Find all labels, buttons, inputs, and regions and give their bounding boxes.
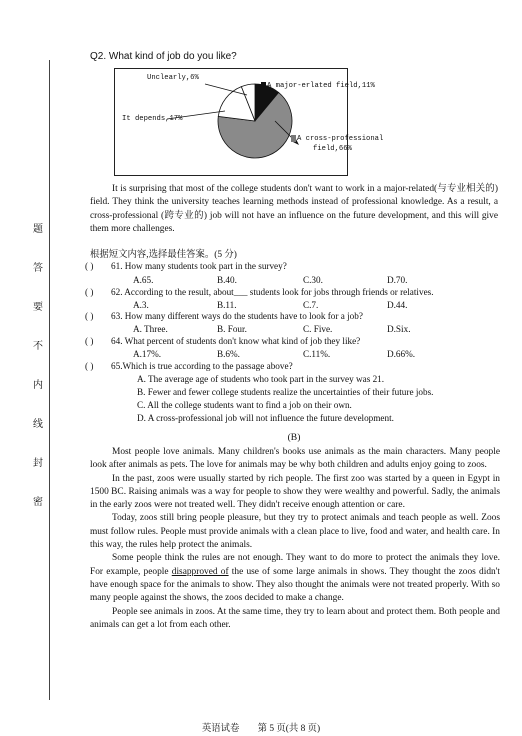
- question-stem: 65.Which is true according to the passage above?: [111, 361, 293, 371]
- passage-paragraph: In the past, zoos were usually started by rich people. The first zoo was started by a queen in Egypt in 1500 BC. Raising animals was a way for people to show they were wealthy and powerful. Sadly, the animals in the early zoos were not treated well. They didn't receive enough attention or care.: [90, 473, 500, 511]
- answer-blank[interactable]: ( ): [85, 261, 94, 271]
- passage-paragraph: People see animals in zoos. At the same time, they try to learn about and protect them. Both people and animals can get a lot from each other.: [90, 606, 500, 630]
- underlined-phrase: disapproved of: [171, 566, 229, 577]
- option-d: D.70.: [387, 275, 408, 285]
- seal-char: 答: [33, 263, 43, 274]
- passage-paragraph: Today, zoos still bring people pleasure, but they try to protect animals and teach people as well. Zoos must follow rules. People must provide animals with a clean place to live, food and water, and health care. In this way, the rules help protect the animals.: [90, 513, 500, 551]
- seal-char: 线: [33, 419, 43, 430]
- option-b: B.40.: [217, 275, 237, 285]
- legend-marker-major: [261, 82, 266, 89]
- page-footer: [0, 720, 522, 734]
- seal-char: 封: [33, 458, 43, 469]
- seal-char: 要: [33, 302, 43, 313]
- passage-b: [90, 446, 500, 632]
- seal-char: 不: [33, 341, 43, 352]
- label-unclearly: Unclearly,6%: [147, 74, 199, 82]
- option-c: C.7.: [303, 300, 319, 310]
- passage-text: the use of some large animals in shows. They thought the zoos didn't have enough space for the animals to show. They also thought the animals were not treated properly. With so many people against the shows, the zoos decided to make a change.: [90, 566, 500, 604]
- section-b-heading: (B): [287, 432, 301, 443]
- option-c: C. All the college students want to find a job on their own.: [137, 400, 352, 410]
- question-62: [85, 287, 434, 297]
- seal-char: 内: [33, 380, 43, 391]
- option-c: C.30.: [303, 275, 323, 285]
- label-it-depends: It depends,17%: [122, 115, 183, 123]
- option-a: A.65.: [133, 275, 154, 285]
- answer-blank[interactable]: ( ): [85, 311, 94, 321]
- passage-a-paragraph: It is surprising that most of the college students don't want to work in a major-related(与专业相关的) field. They think the university teaches learning methods instead of professional knowledge. As a result, a cross-professional (跨专业的) job will not have an influence on the future development, and this will give them more challenges.: [90, 184, 498, 234]
- answer-blank[interactable]: ( ): [85, 361, 94, 371]
- option-d: D.66%.: [387, 349, 416, 359]
- question-63: [85, 311, 363, 321]
- answer-blank[interactable]: ( ): [85, 336, 94, 346]
- option-b: B. Four.: [217, 324, 247, 334]
- q2-title: Q2. What kind of job do you like?: [90, 51, 237, 62]
- label-cross-2: field,66%: [313, 145, 352, 153]
- question-61: [85, 261, 287, 271]
- passage-text: Some people think the rules are not enough. They want to do more to protect the animals they love. For example, people: [90, 553, 500, 577]
- passage-paragraph: Most people love animals. Many children's books use animals as the main characters. Many people look after animals as pets. The love for animals may be why both children and adults enjoy going to zoos.: [90, 447, 500, 471]
- seal-char: 密: [33, 497, 43, 508]
- option-b: B.11.: [217, 300, 237, 310]
- option-b: B.6%.: [217, 349, 240, 359]
- question-stem: 64. What percent of students don't know what kind of job they like?: [111, 336, 361, 346]
- option-a: A. Three.: [133, 324, 168, 334]
- passage-paragraph: [90, 552, 500, 605]
- question-stem: 62. According to the result, about___ students look for jobs through friends or relatives.: [111, 287, 434, 297]
- option-a: A.3.: [133, 300, 149, 310]
- seal-char: 题: [33, 224, 43, 235]
- question-stem: 61. How many students took part in the survey?: [111, 261, 287, 271]
- pie-chart: [114, 68, 384, 176]
- option-a: A. The average age of students who took part in the survey was 21.: [137, 374, 385, 384]
- option-c: C.11%.: [303, 349, 331, 359]
- option-d: D.Six.: [387, 324, 411, 334]
- option-a: A.17%.: [133, 349, 162, 359]
- seal-margin-line: [49, 60, 50, 700]
- answer-blank[interactable]: ( ): [85, 287, 94, 297]
- legend-marker-cross: [291, 135, 296, 142]
- question-65: [85, 361, 293, 371]
- option-d: D.44.: [387, 300, 408, 310]
- footer-page-number: 第 5 页(共 8 页): [257, 724, 321, 734]
- option-b: B. Fewer and fewer college students realize the uncertainties of their future jobs.: [137, 387, 434, 397]
- question-64: [85, 336, 360, 346]
- label-major-related: A major-erlated field,11%: [267, 82, 375, 90]
- instruction: 根据短文内容,选择最佳答案。(5 分): [90, 250, 237, 260]
- option-d: D. A cross-professional job will not influence the future development.: [137, 413, 394, 423]
- label-cross-1: A cross-professional: [297, 135, 384, 143]
- question-stem: 63. How many different ways do the students have to look for a job?: [111, 311, 363, 321]
- option-c: C. Five.: [303, 324, 333, 334]
- footer-subject: 英语试卷: [201, 724, 240, 734]
